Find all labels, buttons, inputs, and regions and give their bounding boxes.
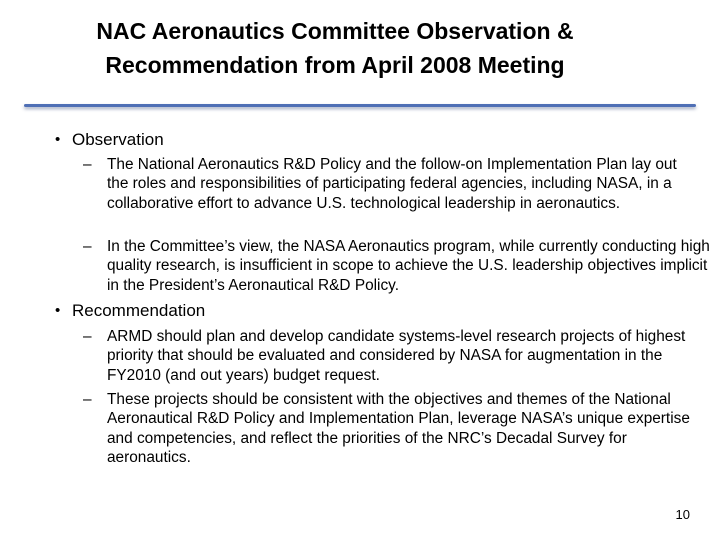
slide-title-line-2: Recommendation from April 2008 Meeting [105, 52, 565, 78]
observation-heading: Observation [72, 130, 164, 149]
recommendation-item-2-text: These projects should be consistent with the objectives and themes of the National Aeronautical R&D Policy and Implementation Plan, leverage NASA’s unique expertise and competencies, and reflect the priorities of the NRC’s Decadal Survey for aeronautics. [107, 391, 690, 466]
dash-icon: – [83, 328, 92, 345]
recommendation-item-1-text: ARMD should plan and develop candidate systems-level research projects of highest priority that should be evaluated and considered by NASA for augmentation in the FY2010 (and out years) budget request. [107, 328, 686, 384]
bullet-dot-icon: • [55, 302, 61, 319]
dash-icon: – [83, 238, 92, 255]
page-number: 10 [675, 507, 690, 522]
observation-item-2-text: In the Committee’s view, the NASA Aeronautics program, while currently conducting high quality research, is insufficient in scope to achieve the U.S. leadership objectives implicit in the President’s Aeronautical R&D Policy. [107, 238, 710, 294]
observation-item-1-text: The National Aeronautics R&D Policy and the follow-on Implementation Plan lay out the roles and responsibilities of participating federal agencies, including NASA, in a collaborative effort to advance U.S. technological leadership in aeronautics. [107, 156, 677, 212]
bullet-dot-icon: • [55, 131, 61, 148]
dash-icon: – [83, 391, 92, 408]
slide-title-line-1: NAC Aeronautics Committee Observation & [96, 18, 574, 44]
dash-icon: – [83, 156, 92, 173]
recommendation-heading: Recommendation [72, 301, 206, 320]
